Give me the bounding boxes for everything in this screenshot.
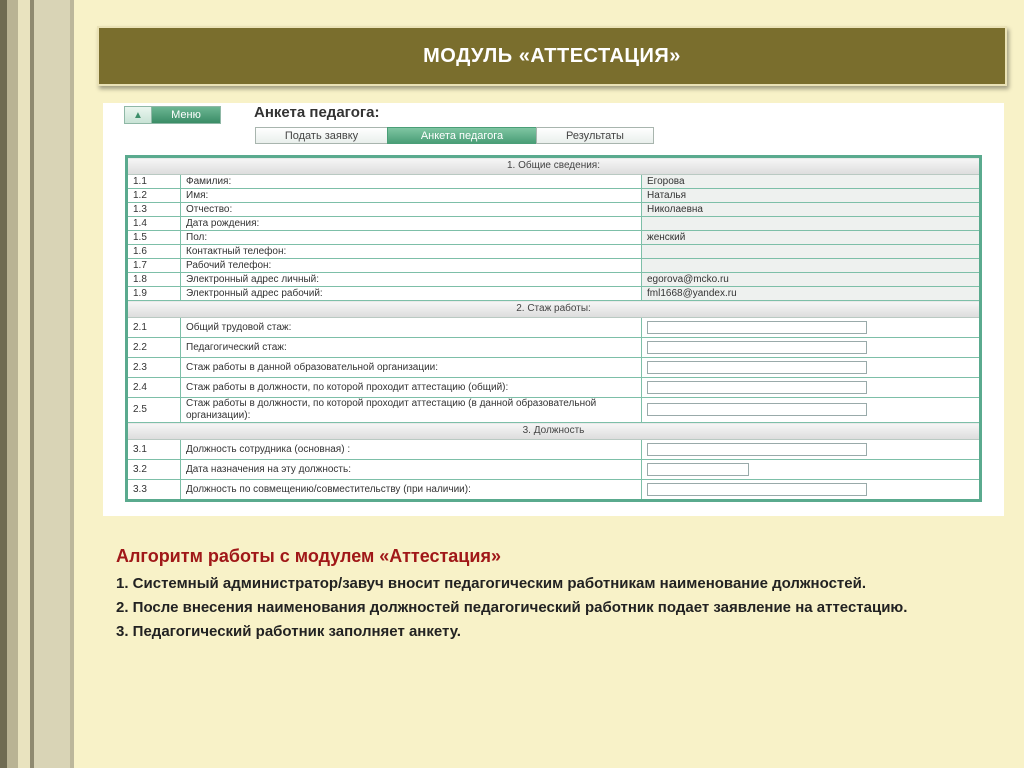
decor-stripe xyxy=(18,0,30,768)
row-number: 1.1 xyxy=(127,175,181,189)
section-title: 2. Стаж работы: xyxy=(127,301,981,318)
row-value-cell xyxy=(642,378,981,398)
row-value: Николаевна xyxy=(642,203,981,217)
row-number: 2.5 xyxy=(127,398,181,423)
form-row xyxy=(127,440,981,460)
menu-button[interactable] xyxy=(124,106,221,124)
form-row xyxy=(127,338,981,358)
tab-bar xyxy=(255,127,653,144)
decor-stripe xyxy=(34,0,70,768)
row-label: Электронный адрес личный: xyxy=(181,273,642,287)
text-input[interactable] xyxy=(647,403,867,416)
form-row xyxy=(127,398,981,423)
text-input[interactable] xyxy=(647,443,867,456)
text-input[interactable] xyxy=(647,341,867,354)
form-row xyxy=(127,287,981,301)
section-header xyxy=(127,157,981,175)
row-label: Стаж работы в должности, по которой проходит аттестацию (общий): xyxy=(181,378,642,398)
section-header xyxy=(127,423,981,440)
form-title: Анкета педагога: xyxy=(254,104,380,121)
text-input[interactable] xyxy=(647,381,867,394)
row-number: 2.1 xyxy=(127,318,181,338)
form-row xyxy=(127,231,981,245)
row-value-cell xyxy=(642,358,981,378)
row-label: Стаж работы в должности, по которой проходит аттестацию (в данной образовательной организации): xyxy=(181,398,642,423)
row-label: Должность по совмещению/совместительству (при наличии): xyxy=(181,480,642,501)
form-row xyxy=(127,189,981,203)
form-row xyxy=(127,460,981,480)
row-label: Рабочий телефон: xyxy=(181,259,642,273)
form-row xyxy=(127,273,981,287)
row-value: Наталья xyxy=(642,189,981,203)
row-value-cell xyxy=(642,338,981,358)
form-row xyxy=(127,217,981,231)
section-title: 3. Должность xyxy=(127,423,981,440)
row-number: 1.5 xyxy=(127,231,181,245)
row-value: fml1668@yandex.ru xyxy=(642,287,981,301)
row-value: Егорова xyxy=(642,175,981,189)
row-value-cell xyxy=(642,440,981,460)
row-value xyxy=(642,259,981,273)
tab-submit-application[interactable]: Подать заявку xyxy=(255,127,388,144)
slide-title-banner xyxy=(97,26,1007,86)
row-label: Дата рождения: xyxy=(181,217,642,231)
row-number: 3.1 xyxy=(127,440,181,460)
text-input[interactable] xyxy=(647,321,867,334)
algorithm-heading: Алгоритм работы с модулем «Аттестация» xyxy=(116,546,501,566)
row-label: Имя: xyxy=(181,189,642,203)
form-row xyxy=(127,203,981,217)
row-value-cell xyxy=(642,318,981,338)
tab-teacher-form[interactable]: Анкета педагога xyxy=(387,127,537,144)
decor-stripe xyxy=(70,0,74,768)
row-value: женский xyxy=(642,231,981,245)
row-number: 1.6 xyxy=(127,245,181,259)
row-label: Электронный адрес рабочий: xyxy=(181,287,642,301)
row-number: 1.4 xyxy=(127,217,181,231)
row-number: 1.7 xyxy=(127,259,181,273)
up-arrow-icon: ▲ xyxy=(125,107,152,123)
form-row xyxy=(127,378,981,398)
text-input[interactable] xyxy=(647,361,867,374)
row-value: egorova@mcko.ru xyxy=(642,273,981,287)
form-row xyxy=(127,175,981,189)
algorithm-text xyxy=(116,546,976,644)
row-value-cell xyxy=(642,480,981,501)
row-value xyxy=(642,245,981,259)
menu-button-label: Меню xyxy=(152,107,220,123)
row-label: Должность сотрудника (основная) : xyxy=(181,440,642,460)
algorithm-step: 2. После внесения наименования должностей педагогический работник подает заявление на аттестацию. xyxy=(116,599,908,616)
row-number: 3.2 xyxy=(127,460,181,480)
row-number: 1.9 xyxy=(127,287,181,301)
row-number: 1.8 xyxy=(127,273,181,287)
form-row xyxy=(127,318,981,338)
row-value-cell xyxy=(642,460,981,480)
row-number: 1.2 xyxy=(127,189,181,203)
row-label: Пол: xyxy=(181,231,642,245)
decor-stripe xyxy=(7,0,18,768)
form-row xyxy=(127,480,981,501)
form-row xyxy=(127,358,981,378)
section-header xyxy=(127,301,981,318)
row-label: Педагогический стаж: xyxy=(181,338,642,358)
row-number: 2.3 xyxy=(127,358,181,378)
row-label: Контактный телефон: xyxy=(181,245,642,259)
row-label: Общий трудовой стаж: xyxy=(181,318,642,338)
teacher-form-table xyxy=(125,155,982,502)
row-number: 2.4 xyxy=(127,378,181,398)
form-row xyxy=(127,259,981,273)
decor-stripe xyxy=(0,0,7,768)
row-value xyxy=(642,217,981,231)
section-title: 1. Общие сведения: xyxy=(127,157,981,175)
row-number: 1.3 xyxy=(127,203,181,217)
text-input[interactable] xyxy=(647,463,749,476)
tab-results[interactable]: Результаты xyxy=(536,127,654,144)
form-row xyxy=(127,245,981,259)
algorithm-step: 3. Педагогический работник заполняет анкету. xyxy=(116,623,461,640)
app-screenshot xyxy=(103,103,1004,516)
text-input[interactable] xyxy=(647,483,867,496)
row-label: Стаж работы в данной образовательной организации: xyxy=(181,358,642,378)
slide-title: МОДУЛЬ «АТТЕСТАЦИЯ» xyxy=(423,44,681,67)
row-number: 3.3 xyxy=(127,480,181,501)
row-number: 2.2 xyxy=(127,338,181,358)
algorithm-step: 1. Системный администратор/завуч вносит педагогическим работникам наименование должностей. xyxy=(116,575,866,592)
row-label: Фамилия: xyxy=(181,175,642,189)
row-label: Дата назначения на эту должность: xyxy=(181,460,642,480)
row-value-cell xyxy=(642,398,981,423)
row-label: Отчество: xyxy=(181,203,642,217)
